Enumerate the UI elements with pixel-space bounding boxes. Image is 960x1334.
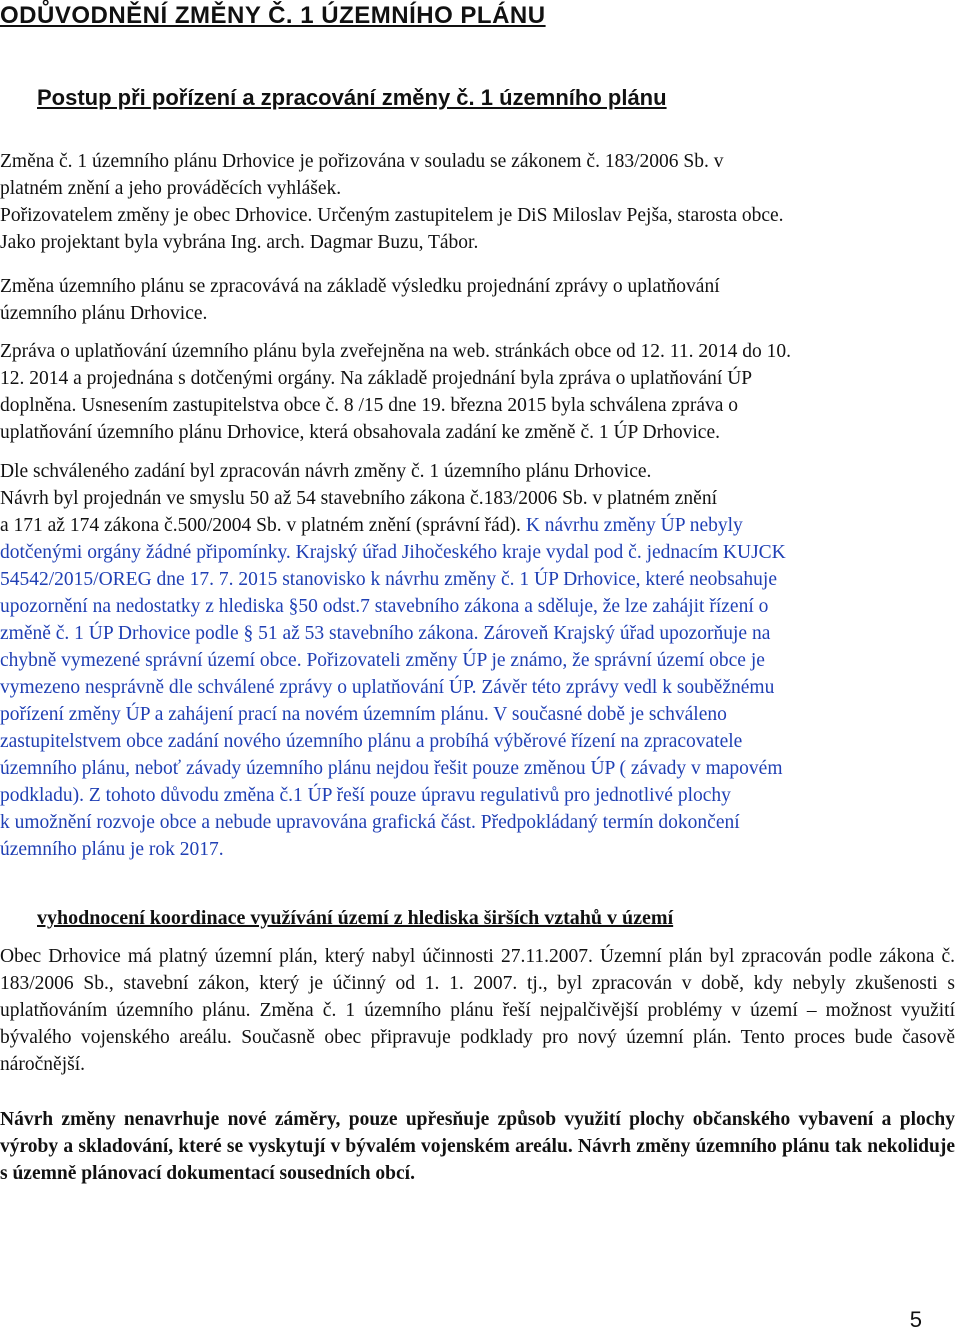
paragraph-zprava xyxy=(0,338,955,446)
intro-paragraph xyxy=(0,148,955,256)
paragraph-line: Dle schváleného zadání byl zpracován návrh změny č. 1 územního plánu Drhovice. xyxy=(0,461,652,482)
text-black: a 171 až 174 zákona č.500/2004 Sb. v platném znění (správní řád). xyxy=(0,515,521,536)
intro-line: Pořizovatelem změny je obec Drhovice. Určeným zastupitelem je DiS Miloslav Pejša, starosta obce. xyxy=(0,205,784,226)
paragraph-line-blue: vymezeno nesprávně dle schválené zprávy o uplatňování ÚP. Závěr této zprávy vedl k souběžnému xyxy=(0,677,775,698)
paragraph-line: 12. 2014 a projednána s dotčenými orgány. Na základě projednání byla zpráva o uplatňování ÚP xyxy=(0,368,753,389)
intro-line: platném znění a jeho prováděcích vyhlášek. xyxy=(0,178,342,199)
paragraph-line-blue: zastupitelstvem obce zadání nového územního plánu a probíhá výběrové řízení na zpracovatele xyxy=(0,731,743,752)
paragraph-line-blue: k umožnění rozvoje obce a nebude upravována grafická část. Předpokládaný termín dokončení xyxy=(0,812,740,833)
paragraph-line: územního plánu Drhovice. xyxy=(0,303,208,324)
paragraph-line-blue: 54542/2015/OREG dne 17. 7. 2015 stanovisko k návrhu změny č. 1 ÚP Drhovice, které neobsahuje xyxy=(0,569,777,590)
paragraph-line-blue: chybně vymezené správní území obce. Pořizovateli změny ÚP je známo, že správní území obce je xyxy=(0,650,765,671)
intro-line: Jako projektant byla vybrána Ing. arch. Dagmar Buzu, Tábor. xyxy=(0,232,479,253)
section-heading-koordinace: vyhodnocení koordinace využívání území z hlediska širších vztahů v území xyxy=(37,907,674,929)
paragraph-line-blue: podkladu). Z tohoto důvodu změna č.1 ÚP řeší pouze úpravu regulativů pro jednotlivé plochy xyxy=(0,785,731,806)
paragraph-line-blue: upozornění na nedostatky z hlediska §50 odst.7 stavebního zákona a sděluje, že lze zahájit řízení o xyxy=(0,596,769,617)
page-number: 5 xyxy=(909,1307,922,1332)
document-title: ODŮVODNĚNÍ ZMĚNY Č. 1 ÚZEMNÍHO PLÁNU xyxy=(0,2,546,29)
paragraph-line-blue: územního plánu je rok 2017. xyxy=(0,839,224,860)
paragraph-line: Zpráva o uplatňování územního plánu byla zveřejněna na web. stránkách obce od 12. 11. 2014 do 10. xyxy=(0,341,791,362)
paragraph-line-blue: pořízení změny ÚP a zahájení prací na novém územním plánu. V současné době je schváleno xyxy=(0,704,727,725)
section-heading-postup: Postup při pořízení a zpracování změny č. 1 územního plánu xyxy=(37,85,667,110)
paragraph-navrh xyxy=(0,458,955,863)
paragraph-line: Návrh byl projednán ve smyslu 50 až 54 stavebního zákona č.183/2006 Sb. v platném znění xyxy=(0,488,718,509)
text-blue: K návrhu změny ÚP nebyly xyxy=(520,515,743,536)
paragraph-line-mixed xyxy=(0,512,955,539)
paragraph-line-blue: dotčenými orgány žádné připomínky. Krajský úřad Jihočeského kraje vydal pod č. jednacím KUJCK xyxy=(0,542,786,563)
paragraph-line: uplatňování územního plánu Drhovice, která obsahovala zadání ke změně č. 1 ÚP Drhovice. xyxy=(0,422,720,443)
paragraph-line-blue: územního plánu, neboť závady územního plánu nejdou řešit pouze změnou ÚP ( závady v mapovém xyxy=(0,758,783,779)
paragraph-line-blue: změně č. 1 ÚP Drhovice podle § 51 až 53 stavebního zákona. Zároveň Krajský úřad upozorňuje na xyxy=(0,623,771,644)
paragraph-obec: Obec Drhovice má platný územní plán, který nabyl účinnosti 27.11.2007. Územní plán byl zpracován podle zákona č. 183/2006 Sb., stavební zákon, který je účinný od 1. 1. 2007. tj., byl zpracován v době, kdy nebyly zkušenosti s uplatňováním územního plánu. Změna č. 1 územního plánu řeší nejpalčivější problémy v území – možnost využití bývalého vojenského areálu. Současně obec připravuje podklady pro nový územní plán. Tento proces bude časově náročnější. xyxy=(0,946,955,1075)
paragraph-line: Změna územního plánu se zpracovává na základě výsledku projednání zprávy o uplatňování xyxy=(0,276,720,297)
intro-line: Změna č. 1 územního plánu Drhovice je pořizována v souladu se zákonem č. 183/2006 Sb. v xyxy=(0,151,724,172)
paragraph-zmena xyxy=(0,273,955,327)
paragraph-bold-summary: Návrh změny nenavrhuje nové záměry, pouze upřesňuje způsob využití plochy občanského vybavení a plochy výroby a skladování, které se vyskytují v bývalém vojenském areálu. Návrh změny územního plánu tak nekoliduje s územně plánovací dokumentací sousedních obcí. xyxy=(0,1109,955,1184)
paragraph-line: doplněna. Usnesením zastupitelstva obce č. 8 /15 dne 19. března 2015 byla schválena zpráva o xyxy=(0,395,739,416)
